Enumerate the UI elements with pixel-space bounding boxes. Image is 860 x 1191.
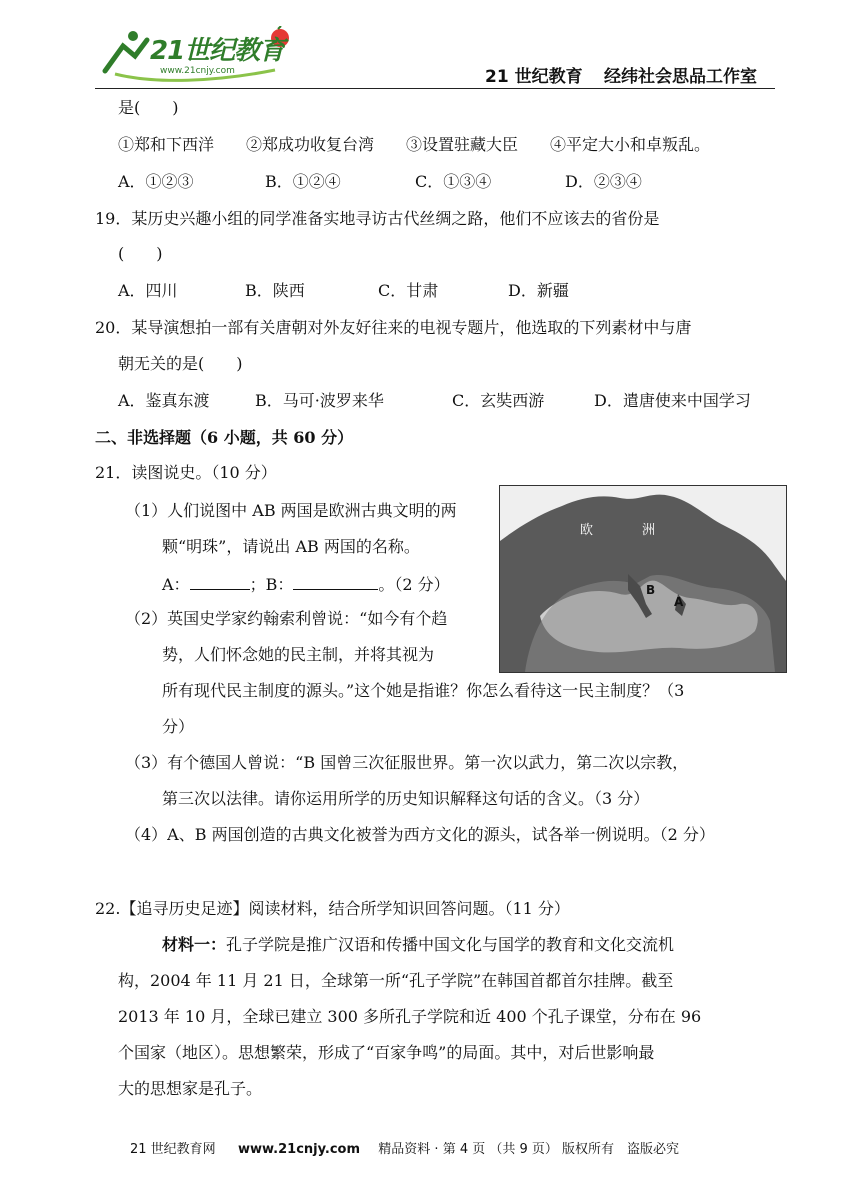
q20-stem-2: 朝无关的是( ): [118, 354, 243, 373]
q19-option-a: A．四川: [118, 281, 178, 300]
logo-url: www.21cnjy.com: [160, 66, 235, 76]
q19-stem-2: ( ): [118, 244, 163, 263]
q22-material-1-line3: 2013 年 10 月，全球已建立 300 多所孔子学院和近 400 个孔子课堂，分布在 96: [118, 1007, 702, 1026]
q21-p3-line1: （3）有个德国人曾说：“B 国曾三次征服世界。第一次以武力，第二次以宗教，: [125, 753, 689, 772]
q22-material-1-line5: 大的思想家是孔子。: [118, 1079, 263, 1098]
footer-page-info: 精品资料 · 第 4 页 （共 9 页） 版权所有 盗版必究: [378, 1142, 680, 1157]
material-text: 孔子学院是推广汉语和传播中国文化与国学的教育和文化交流机: [226, 935, 675, 954]
header-org: 21 世纪教育: [485, 67, 583, 87]
q21-p3-line2: 第三次以法律。请你运用所学的历史知识解释这句话的含义。（3 分）: [162, 789, 650, 808]
q21-p1-answer-line: [162, 573, 450, 595]
q21-p2-line4: 分）: [162, 717, 195, 736]
q18-option-c: C．①③④: [415, 172, 492, 191]
q20-stem: 20．某导演想拍一部有关唐朝对外友好往来的电视专题片，他选取的下列素材中与唐: [95, 318, 692, 337]
footer: [130, 1138, 679, 1157]
map-label-b: B: [646, 583, 656, 597]
q22-material-1-line1: [162, 935, 674, 955]
footer-site: 21 世纪教育网: [130, 1142, 216, 1157]
q22-material-1-line2: 构，2004 年 11 月 21 日，全球第一所“孔子学院”在韩国首都首尔挂牌。截至: [118, 971, 674, 990]
section-title: 二、非选择题（6 小题，共 60 分）: [95, 428, 354, 447]
map-graphic: [500, 486, 786, 672]
material-label: 材料一：: [162, 935, 227, 954]
q21-b-label: ；B：: [249, 575, 294, 594]
q18-stem-tail: 是( ): [118, 98, 179, 117]
q20-option-a: A．鉴真东渡: [118, 391, 210, 410]
q20-option-b: B．马可·波罗来华: [255, 391, 384, 410]
answer-blank-a[interactable]: [190, 573, 250, 590]
logo-text: 21世纪教育: [150, 36, 285, 66]
map-label-europe-1: 欧: [580, 523, 594, 538]
header-divider: [95, 88, 775, 89]
q21-p2-line3: 所有现代民主制度的源头。”这个她是指谁？你怎么看待这一民主制度？（3: [162, 681, 685, 700]
footer-url[interactable]: www.21cnjy.com: [237, 1142, 361, 1157]
q21-a-label: A：: [162, 575, 190, 594]
q21-p4-line1: （4）A、B 两国创造的古典文化被誉为西方文化的源头，试各举一例说明。（2 分）: [125, 825, 715, 844]
europe-map: [499, 485, 787, 673]
q21-p2-line1: （2）英国史学家约翰索利曾说：“如今有个趋: [125, 609, 448, 628]
q19-stem: 19．某历史兴趣小组的同学准备实地寻访古代丝绸之路，他们不应该去的省份是: [95, 209, 660, 228]
q19-option-b: B．陕西: [245, 281, 305, 300]
answer-blank-b[interactable]: [293, 573, 378, 590]
q20-option-c: C．玄奘西游: [452, 391, 545, 410]
q21-p1-line2: 颗“明珠”，请说出 AB 两国的名称。: [162, 537, 420, 556]
q22-material-1-line4: 个国家（地区）。思想繁荣，形成了“百家争鸣”的局面。其中，对后世影响最: [118, 1043, 655, 1062]
q21-title: 21．读图说史。（10 分）: [95, 463, 277, 482]
map-label-europe-2: 洲: [642, 523, 656, 538]
q20-option-d: D．遣唐使来中国学习: [594, 391, 751, 410]
q18-option-a: A．①②③: [118, 172, 194, 191]
q18-option-b: B．①②④: [265, 172, 341, 191]
q19-option-c: C．甘肃: [378, 281, 439, 300]
q22-title: 22.【追寻历史足迹】阅读材料，结合所学知识回答问题。（11 分）: [95, 899, 570, 918]
q18-option-d: D．②③④: [565, 172, 642, 191]
q21-p1-line1: （1）人们说图中 AB 两国是欧洲古典文明的两: [125, 501, 457, 520]
header-studio: 经纬社会思品工作室: [604, 67, 757, 87]
q18-items: ①郑和下西洋 ②郑成功收复台湾 ③设置驻藏大臣 ④平定大小和卓叛乱。: [118, 135, 711, 154]
q21-p1-score: 。（2 分）: [378, 575, 450, 594]
map-label-a: A: [674, 595, 684, 609]
q19-option-d: D．新疆: [508, 281, 569, 300]
q21-p2-line2: 势，人们怀念她的民主制，并将其视为: [162, 645, 435, 664]
